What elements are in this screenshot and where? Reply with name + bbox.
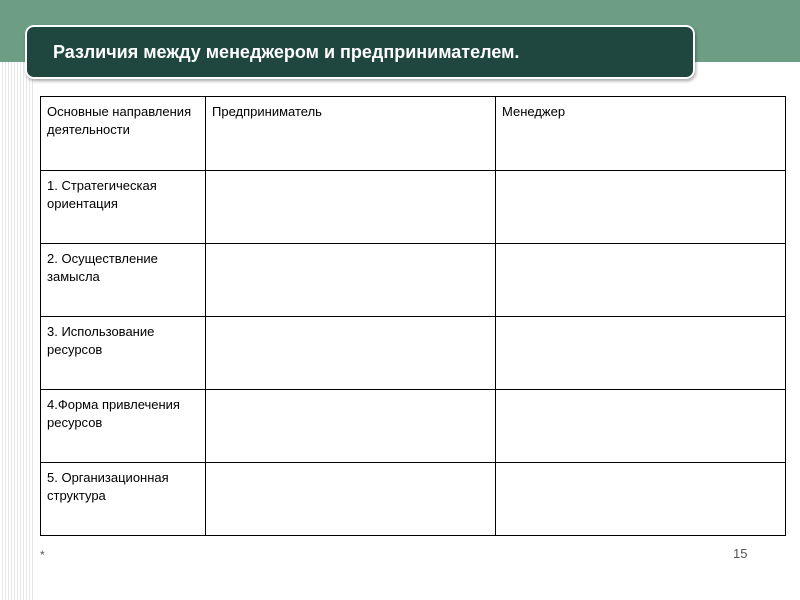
manager-cell [496,317,786,390]
title-bar [25,25,695,79]
table-header-row [41,97,786,171]
entrepreneur-cell [206,317,496,390]
table-row [41,244,786,317]
header-cell-manager: Менеджер [496,97,786,171]
slide-title: Различия между менеджером и предпринимателем. [53,41,520,62]
page-number: 15 [733,546,748,561]
side-decor-stripes [0,62,34,600]
table-row [41,463,786,536]
manager-cell [496,390,786,463]
table-row [41,390,786,463]
entrepreneur-cell [206,244,496,317]
header-cell-directions: Основные направления деятельности [41,97,206,171]
row-label: 4.Форма привлечения ресурсов [41,390,206,463]
comparison-table [40,96,786,536]
footer-mark: * [40,548,45,562]
manager-cell [496,171,786,244]
row-label: 3. Использование ресурсов [41,317,206,390]
header-cell-entrepreneur: Предприниматель [206,97,496,171]
entrepreneur-cell [206,171,496,244]
manager-cell [496,244,786,317]
row-label: 2. Осуществление замысла [41,244,206,317]
entrepreneur-cell [206,463,496,536]
table-row [41,171,786,244]
table-row [41,317,786,390]
row-label: 1. Стратегическая ориентация [41,171,206,244]
entrepreneur-cell [206,390,496,463]
manager-cell [496,463,786,536]
row-label: 5. Организационная структура [41,463,206,536]
